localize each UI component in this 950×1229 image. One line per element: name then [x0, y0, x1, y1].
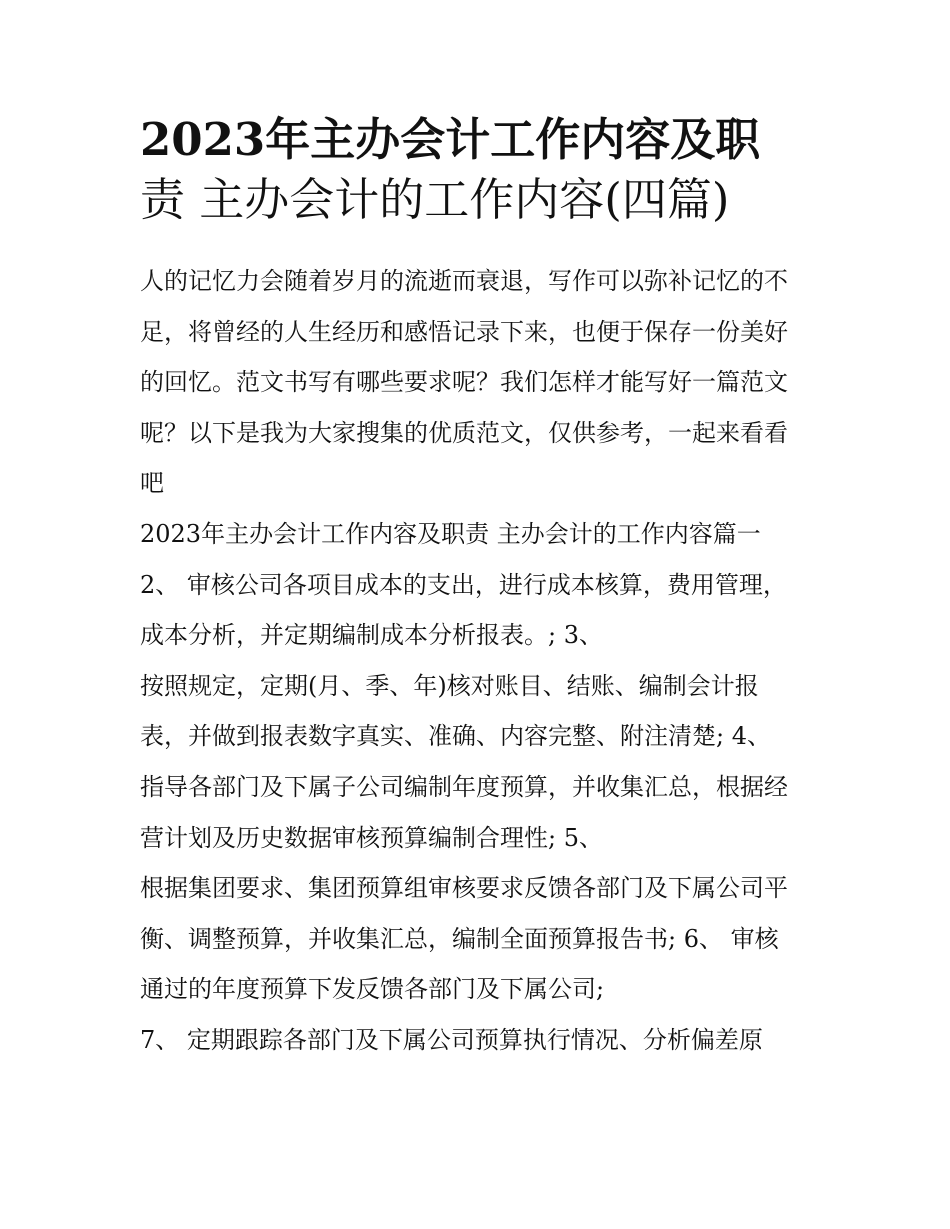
document-body: [140, 256, 820, 1066]
body-line: 衡、调整预算，并收集汇总，编制全面预算报告书; 6、 审核: [140, 924, 779, 953]
body-line: 的回忆。范文书写有哪些要求呢？我们怎样才能写好一篇范文: [140, 368, 788, 397]
body-line: 吧: [140, 469, 164, 498]
title-line-1: 2023年主办会计工作内容及职: [140, 113, 761, 166]
body-line: 营计划及历史数据审核预算编制合理性; 5、: [140, 823, 603, 852]
body-line: 成本分析，并定期编制成本分析报表。; 3、: [140, 621, 603, 650]
document-page: [140, 110, 820, 1066]
body-line: 按照规定，定期(月、季、年)核对账目、结账、编制会计报: [140, 671, 759, 700]
body-line: 7、 定期跟踪各部门及下属公司预算执行情况、分析偏差原: [140, 1025, 763, 1054]
body-line: 根据集团要求、集团预算组审核要求反馈各部门及下属公司平: [140, 874, 788, 903]
body-line: 2、 审核公司各项目成本的支出，进行成本核算，费用管理，: [140, 570, 787, 599]
title-line-2: 责 主办会计的工作内容(四篇): [140, 173, 730, 226]
body-line: 通过的年度预算下发反馈各部门及下属公司;: [140, 975, 605, 1004]
body-line: 表，并做到报表数字真实、准确、内容完整、附注清楚; 4、: [140, 722, 771, 751]
body-line: 指导各部门及下属子公司编制年度预算，并收集汇总，根据经: [140, 772, 788, 801]
body-line: 呢？以下是我为大家搜集的优质范文，仅供参考，一起来看看: [140, 418, 788, 447]
body-line: 足，将曾经的人生经历和感悟记录下来，也便于保存一份美好: [140, 317, 788, 346]
section-heading: 2023年主办会计工作内容及职责 主办会计的工作内容篇一: [140, 519, 761, 548]
document-title: [140, 110, 820, 230]
body-line: 人的记忆力会随着岁月的流逝而衰退，写作可以弥补记忆的不: [140, 267, 788, 295]
